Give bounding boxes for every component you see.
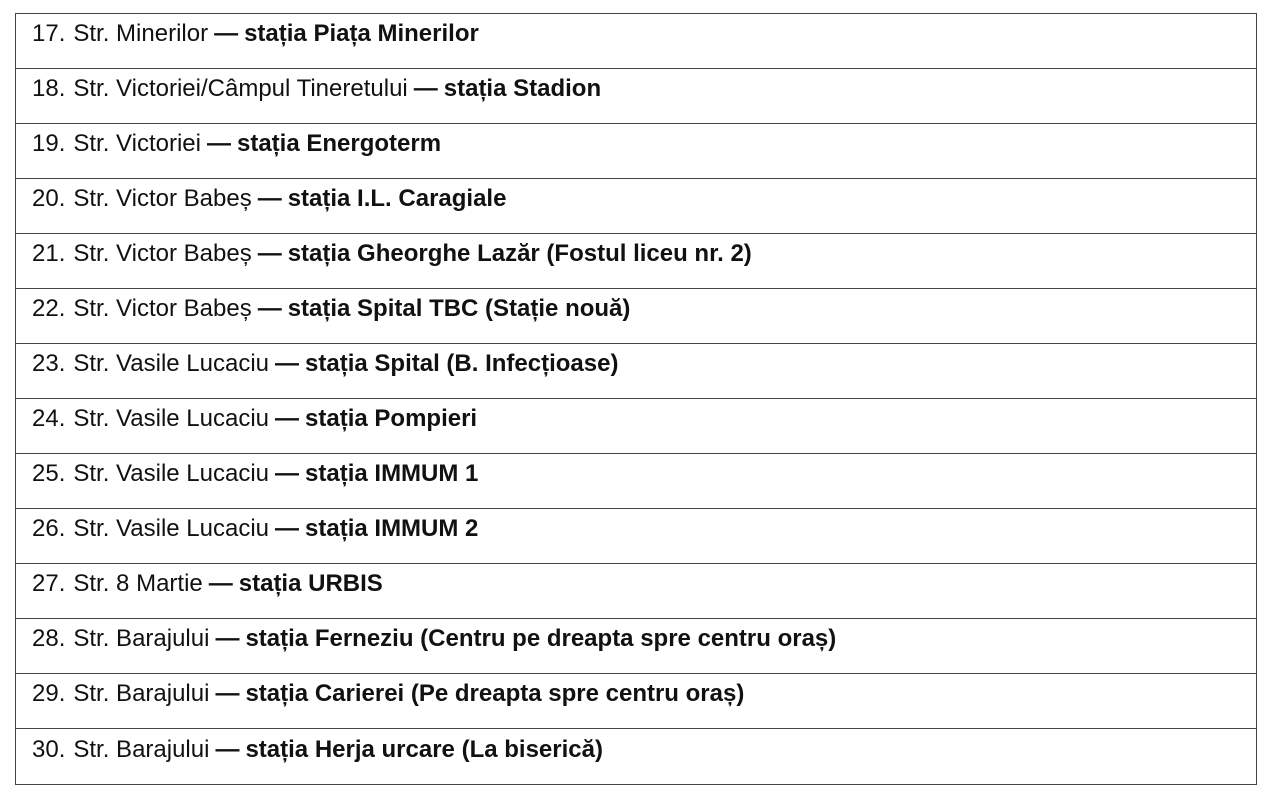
stop-number: 29.: [32, 680, 66, 707]
stop-station: stația Spital TBC (Stație nouă): [287, 295, 631, 322]
bus-stop-list: [15, 13, 1257, 785]
stop-row: [16, 399, 1256, 454]
stop-station: stația Ferneziu (Centru pe dreapta spre centru oraș): [245, 625, 837, 652]
stop-row: [16, 179, 1256, 234]
stop-street: Str. Barajului: [73, 625, 210, 652]
stop-row: [16, 729, 1256, 784]
stop-dash: —: [275, 515, 300, 542]
stop-street: Str. Victor Babeș: [73, 240, 252, 267]
stop-row: [16, 674, 1256, 729]
stop-dash: —: [275, 350, 300, 377]
stop-number: 24.: [32, 405, 66, 432]
stop-number: 17.: [32, 20, 66, 47]
stop-dash: —: [215, 680, 240, 707]
stop-number: 28.: [32, 625, 66, 652]
stop-dash: —: [206, 130, 231, 157]
stop-dash: —: [413, 75, 438, 102]
stop-number: 19.: [32, 130, 66, 157]
stop-number: 20.: [32, 185, 66, 212]
stop-number: 27.: [32, 570, 66, 597]
stop-number: 21.: [32, 240, 66, 267]
stop-row: [16, 564, 1256, 619]
stop-station: stația URBIS: [238, 570, 383, 597]
stop-street: Str. Vasile Lucaciu: [73, 460, 270, 487]
stop-street: Str. Victor Babeș: [73, 185, 252, 212]
stop-street: Str. Victor Babeș: [73, 295, 252, 322]
stop-street: Str. 8 Martie: [73, 570, 203, 597]
stop-station: stația I.L. Caragiale: [287, 185, 507, 212]
stop-dash: —: [214, 20, 239, 47]
stop-station: stația Energoterm: [236, 130, 442, 157]
stop-dash: —: [257, 295, 282, 322]
stop-number: 22.: [32, 295, 66, 322]
stop-station: stația Spital (B. Infecțioase): [305, 350, 619, 377]
stop-dash: —: [208, 570, 233, 597]
stop-row: [16, 234, 1256, 289]
stop-number: 23.: [32, 350, 66, 377]
stop-station: stația Stadion: [443, 75, 602, 102]
stop-dash: —: [257, 185, 282, 212]
stop-street: Str. Vasile Lucaciu: [73, 350, 270, 377]
stop-street: Str. Victoriei/Câmpul Tineretului: [73, 75, 408, 102]
stop-row: [16, 344, 1256, 399]
stop-row: [16, 289, 1256, 344]
stop-station: stația Carierei (Pe dreapta spre centru oraș): [245, 680, 745, 707]
stop-station: stația Gheorghe Lazăr (Fostul liceu nr. 2): [287, 240, 752, 267]
stop-street: Str. Vasile Lucaciu: [73, 405, 270, 432]
stop-dash: —: [275, 460, 300, 487]
stop-number: 30.: [32, 735, 66, 763]
stop-street: Str. Barajului: [73, 680, 210, 707]
stop-dash: —: [215, 735, 240, 763]
stop-row: [16, 14, 1256, 69]
stop-station: stația IMMUM 1: [305, 460, 479, 487]
stop-row: [16, 619, 1256, 674]
stop-row: [16, 509, 1256, 564]
stop-dash: —: [275, 405, 300, 432]
stop-dash: —: [257, 240, 282, 267]
stop-row: [16, 69, 1256, 124]
stop-station: stația IMMUM 2: [305, 515, 479, 542]
stop-station: stația Herja urcare (La biserică): [245, 735, 603, 763]
stop-station: stația Pompieri: [305, 405, 478, 432]
stop-street: Str. Minerilor: [73, 20, 209, 47]
stop-street: Str. Vasile Lucaciu: [73, 515, 270, 542]
stop-row: [16, 454, 1256, 509]
stop-street: Str. Victoriei: [73, 130, 201, 157]
stop-station: stația Piața Minerilor: [244, 20, 479, 47]
stop-dash: —: [215, 625, 240, 652]
stop-street: Str. Barajului: [73, 735, 210, 763]
stop-row: [16, 124, 1256, 179]
stop-number: 26.: [32, 515, 66, 542]
stop-number: 18.: [32, 75, 66, 102]
stop-number: 25.: [32, 460, 66, 487]
